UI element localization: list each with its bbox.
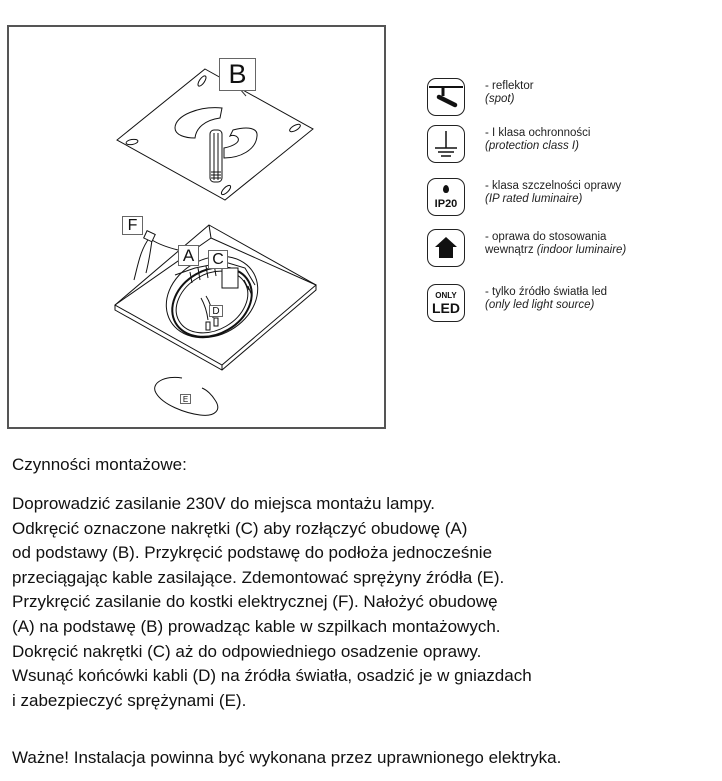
label-d: D — [209, 305, 223, 317]
instruction-line: Odkręcić oznaczone nakrętki (C) aby rozłączyć obudowę (A) — [12, 518, 468, 538]
legend-text-indoor: - oprawa do stosowania wewnątrz (indoor luminaire) — [485, 231, 627, 256]
label-b: B — [219, 58, 256, 91]
instructions-heading: Czynności montażowe: — [12, 455, 187, 474]
spotlight-icon — [427, 78, 465, 116]
legend-text-ip-rating: - klasa szczelności oprawy (IP rated luminaire) — [485, 180, 622, 205]
legend-item-indoor — [427, 229, 717, 269]
legend-item-protection-class — [427, 125, 717, 165]
instruction-line: i zabezpieczyć sprężynami (E). — [12, 690, 247, 710]
instruction-line: przeciągając kable zasilające. Zdemontować sprężyny źródła (E). — [12, 567, 505, 587]
legend-text-only-led: - tylko źródło światła led (only led light source) — [485, 286, 608, 311]
legend-item-spot — [427, 78, 717, 118]
only-led-icon: ONLY LED — [427, 284, 465, 322]
legend-text-protection-class: - I klasa ochronności (protection class I) — [485, 127, 591, 152]
safety-warning: Ważne! Instalacja powinna być wykonana przez uprawnionego elektryka. — [12, 748, 562, 767]
legend-item-only-led — [427, 284, 717, 324]
base-plate-drawing — [117, 66, 313, 200]
legend-item-ip-rating — [427, 178, 717, 218]
label-a: A — [178, 245, 199, 266]
instructions-paragraph — [12, 492, 532, 713]
water-drop-icon — [443, 185, 449, 193]
instruction-line: Doprowadzić zasilanie 230V do miejsca montażu lampy. — [12, 494, 435, 513]
instruction-line: Dokręcić nakrętki (C) aż do odpowiedniego osadzenie oprawy. — [12, 641, 482, 661]
ground-icon — [427, 125, 465, 163]
assembly-drawing — [0, 0, 400, 440]
ip20-icon: IP20 — [427, 178, 465, 216]
house-icon — [427, 229, 465, 267]
housing-drawing — [115, 225, 316, 370]
label-e: E — [180, 394, 191, 404]
instruction-line: (A) na podstawę (B) prowadząc kable w szpilkach montażowych. — [12, 616, 501, 636]
instruction-line: od podstawy (B). Przykręcić podstawę do podłoża jednocześnie — [12, 543, 493, 563]
instruction-line: Wsunąć końcówki kabli (D) na źródła światła, osadzić je w gniazdach — [12, 666, 532, 686]
label-c: C — [208, 250, 228, 269]
instruction-line: Przykręcić zasilanie do kostki elektrycznej (F). Nałożyć obudowę — [12, 592, 498, 612]
label-f: F — [122, 216, 143, 235]
legend-text-spot: - reflektor (spot) — [485, 80, 534, 105]
